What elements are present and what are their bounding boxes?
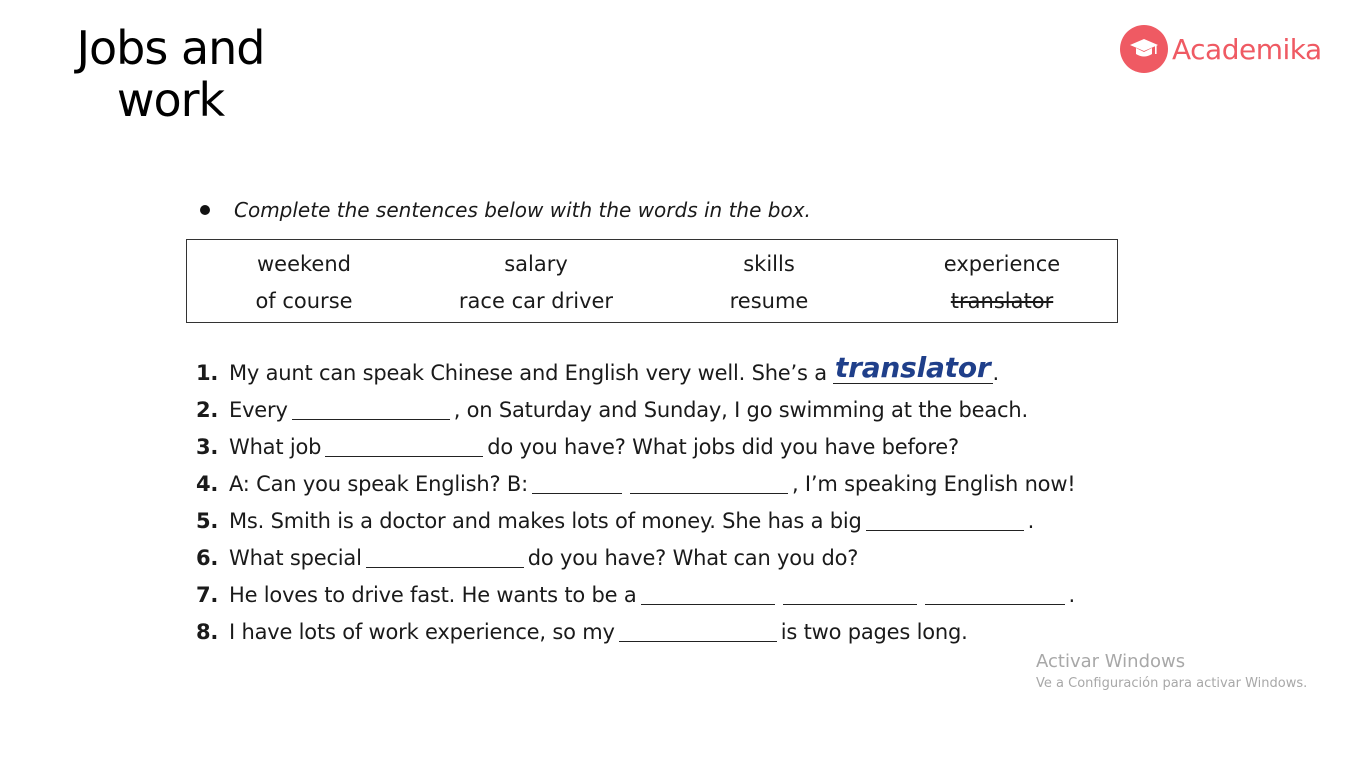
word-box-item: skills (743, 252, 795, 276)
watermark-subtitle: Ve a Configuración para activar Windows. (1036, 676, 1308, 691)
title-line-1: Jobs and (76, 21, 265, 75)
sentence-row (196, 428, 1136, 465)
sentence-text: My aunt can speak Chinese and English very well. She’s a (229, 360, 827, 385)
page-title (58, 22, 283, 126)
sentence-number: 4. (196, 471, 219, 496)
answer-blank (925, 584, 1065, 605)
word-box-item-crossed-out: translator (950, 289, 1054, 313)
instruction-text: Complete the sentences below with the words in the box. (234, 198, 811, 222)
watermark-title: Activar Windows (1036, 651, 1186, 672)
bullet-icon (200, 205, 210, 215)
sentence-number: 2. (196, 397, 219, 422)
sentence-text: Every (229, 397, 288, 422)
sentence-row (196, 502, 1136, 539)
sentence-text: . (1068, 582, 1076, 607)
sentence-row (196, 539, 1136, 576)
logo-text: Academika (1172, 32, 1322, 66)
sentence-text: , on Saturday and Sunday, I go swimming at the beach. (453, 397, 1028, 422)
sentence-text: is two pages long. (780, 619, 968, 644)
sentence-number: 6. (196, 545, 219, 570)
answer-blank (866, 510, 1024, 531)
handwritten-answer: translator (834, 351, 991, 384)
sentence-text: I have lots of work experience, so my (229, 619, 615, 644)
title-line-2: work (116, 73, 225, 127)
answer-blank (292, 399, 450, 420)
sentence-text: . (1027, 508, 1035, 533)
word-box-item: experience (943, 252, 1061, 276)
word-box-item: race car driver (458, 289, 614, 313)
sentence-number: 5. (196, 508, 219, 533)
sentence-number: 8. (196, 619, 219, 644)
sentence-number: 7. (196, 582, 219, 607)
sentence-text: do you have? What can you do? (527, 545, 859, 570)
instruction (196, 196, 811, 224)
sentence-row (196, 576, 1136, 613)
windows-activation-watermark (1036, 651, 1307, 691)
sentence-row (196, 391, 1136, 428)
word-box-item: resume (729, 289, 809, 313)
sentence-number: 1. (196, 360, 219, 385)
answer-blank (783, 584, 917, 605)
word-box-item: salary (504, 252, 568, 276)
sentence-row (196, 465, 1136, 502)
sentence-number: 3. (196, 434, 219, 459)
answer-blank (641, 584, 775, 605)
word-box-item: weekend (257, 252, 351, 276)
academika-logo (1120, 25, 1322, 73)
answer-blank (619, 621, 777, 642)
sentence-text: . (992, 360, 1000, 385)
sentence-text: What job (229, 434, 322, 459)
sentence-text: do you have? What jobs did you have before? (487, 434, 959, 459)
word-box-item: of course (255, 289, 353, 313)
sentence-text: What special (229, 545, 362, 570)
sentence-list (196, 351, 1136, 650)
sentence-text: He loves to drive fast. He wants to be a (229, 582, 637, 607)
answer-blank (366, 547, 524, 568)
sentence-text: Ms. Smith is a doctor and makes lots of money. She has a big (229, 508, 862, 533)
sentence-row (196, 351, 1136, 391)
word-box (186, 239, 1118, 323)
sentence-row (196, 613, 1136, 650)
answer-blank (325, 436, 483, 457)
answer-blank (630, 473, 788, 494)
answer-blank (532, 473, 622, 494)
sentence-text: A: Can you speak English? B: (229, 471, 528, 496)
graduation-cap-icon (1120, 25, 1168, 73)
sentence-text: , I’m speaking English now! (791, 471, 1076, 496)
